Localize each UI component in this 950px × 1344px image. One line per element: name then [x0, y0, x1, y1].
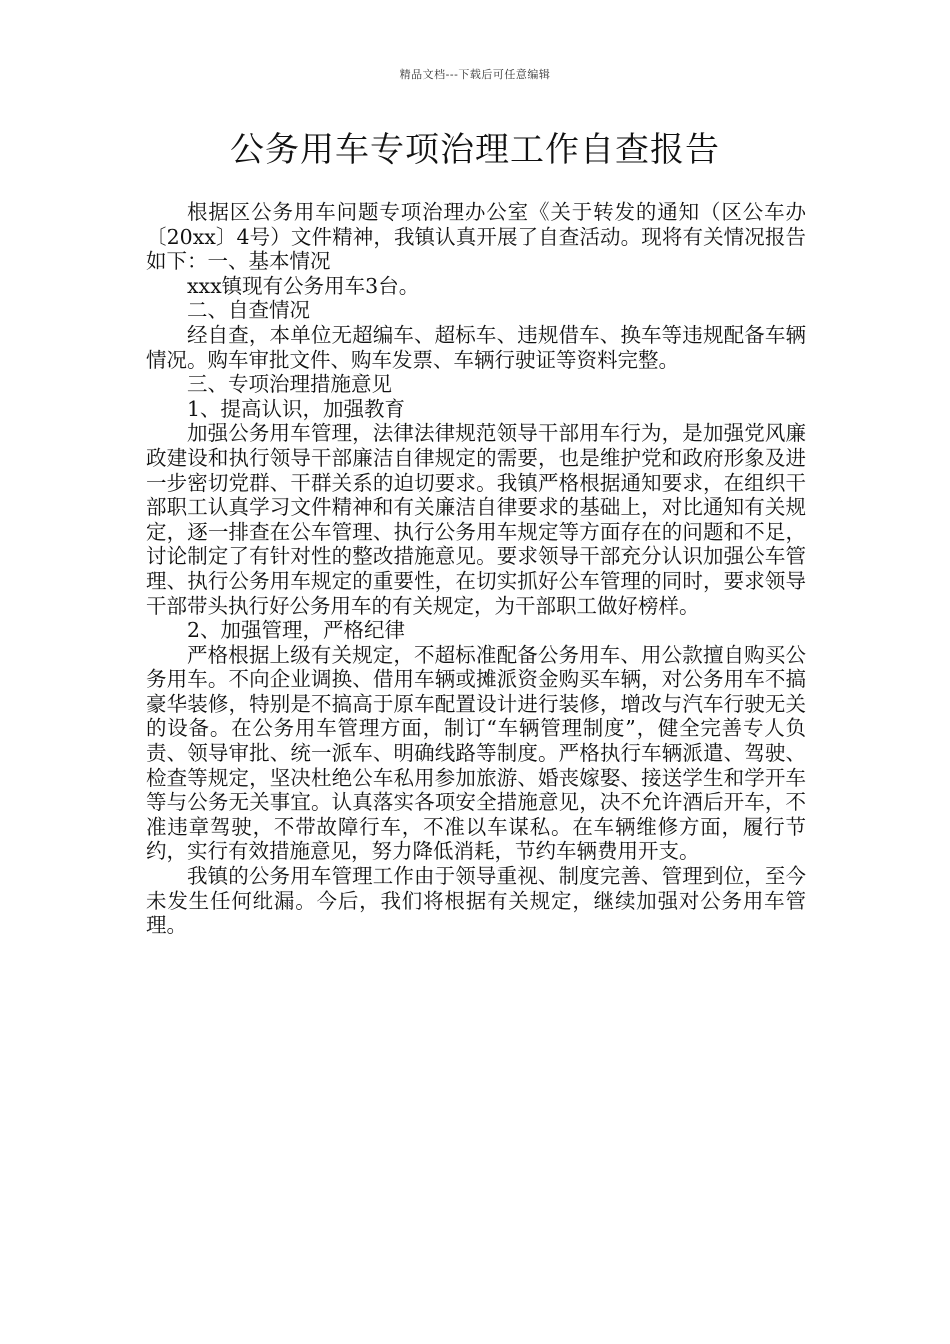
paragraph-intro: 根据区公务用车问题专项治理办公室《关于转发的通知（区公车办〔20xx〕4号）文件精神，我镇认真开展了自查活动。现将有关情况报告如下：一、基本情况	[146, 200, 806, 274]
document-body	[146, 200, 806, 938]
document-title: 公务用车专项治理工作自查报告	[230, 130, 720, 170]
header-note: 精品文档---下载后可任意编辑	[399, 68, 551, 81]
subheading-awareness: 1、提高认识，加强教育	[187, 396, 406, 421]
section-heading-self-check: 二、自查情况	[187, 298, 310, 323]
paragraph-vehicle-count: xxx镇现有公务用车3台。	[187, 273, 420, 298]
paragraph-self-check: 经自查，本单位无超编车、超标车、违规借车、换车等违规配备车辆情况。购车审批文件、购车发票、车辆行驶证等资料完整。	[146, 322, 806, 372]
paragraph-management: 严格根据上级有关规定，不超标准配备公务用车、用公款擅自购买公务用车。不向企业调换、借用车辆或摊派资金购买车辆，对公务用车不搞豪华装修，特别是不搞高于原车配置设计进行装修，增改与汽车行驶无关的设备。在公务用车管理方面，制订“车辆管理制度”，健全完善专人负责、领导审批、统一派车、明确线路等制度。严格执行车辆派遣、驾驶、检查等规定，坚决杜绝公车私用参加旅游、婚丧嫁娶、接送学生和学开车等与公务无关事宜。认真落实各项安全措施意见，决不允许酒后开车，不准违章驾驶，不带故障行车，不准以车谋私。在车辆维修方面，履行节约，实行有效措施意见，努力降低消耗，节约车辆费用开支。	[146, 642, 806, 864]
section-heading-measures: 三、专项治理措施意见	[187, 372, 392, 397]
subheading-management: 2、加强管理，严格纪律	[187, 618, 406, 643]
paragraph-conclusion: 我镇的公务用车管理工作由于领导重视、制度完善、管理到位，至今未发生任何纰漏。今后，我们将根据有关规定，继续加强对公务用车管理。	[146, 864, 806, 938]
paragraph-awareness: 加强公务用车管理，法律法律规范领导干部用车行为，是加强党风廉政建设和执行领导干部廉洁自律规定的需要，也是维护党和政府形象及进一步密切党群、干群关系的迫切要求。我镇严格根据通知要求，在组织干部职工认真学习文件精神和有关廉洁自律要求的基础上，对比通知有关规定，逐一排查在公车管理、执行公务用车规定等方面存在的问题和不足，讨论制定了有针对性的整改措施意见。要求领导干部充分认识加强公车管理、执行公务用车规定的重要性，在切实抓好公车管理的同时，要求领导干部带头执行好公务用车的有关规定，为干部职工做好榜样。	[146, 421, 806, 618]
